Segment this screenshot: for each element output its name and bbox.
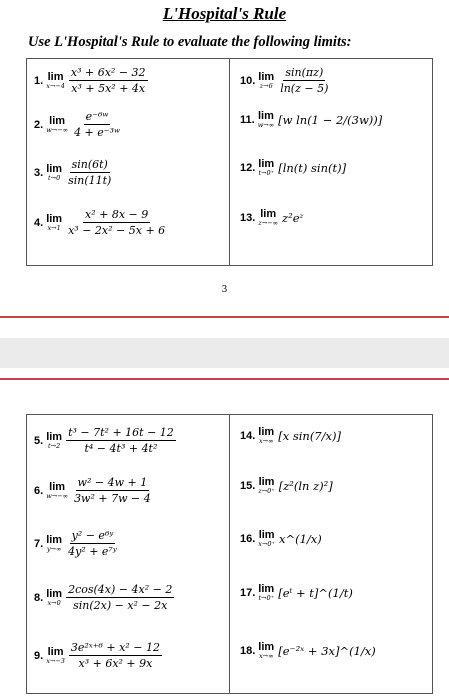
numerator: e⁻⁶ʷ [85,110,109,123]
denominator: 3w² + 7w − 4 [74,492,151,505]
denominator: ln(z − 5) [280,82,329,95]
limit-subscript: z→6 [259,82,273,90]
denominator: 4y² + e⁷ʸ [68,545,117,558]
page-break-line [0,378,449,380]
problem-number: 11. [240,113,255,126]
problem-number: 3. [34,166,44,179]
numerator: w² − 4w + 1 [77,476,148,489]
problem-item [240,426,341,445]
problem-item [34,110,122,139]
limit-word: lim [258,158,275,170]
problem-item [240,66,330,95]
numerator: sin(πz) [285,66,324,79]
problem-number: 15. [240,479,256,492]
limit-subscript: x→−4 [46,82,65,90]
numerator: 2cos(4x) − 4x² − 2 [68,583,173,596]
limit-subscript: x→0 [47,599,61,607]
limit-expression: [w ln(1 − 2/(3w))] [278,112,383,127]
problem-item [34,476,153,505]
fraction [69,66,148,95]
denominator: x³ + 6x² + 9x [78,657,153,670]
denominator: sin(11t) [68,174,112,187]
limit-expression: [ln(t) sin(t)] [278,160,347,175]
limit-word: lim [49,481,66,493]
fraction [72,476,153,505]
limit-expression: [x sin(7/x)] [278,428,341,443]
limit-operator [258,476,274,495]
problem-item [240,641,376,660]
page-break-line [0,316,449,318]
fraction [72,110,122,139]
limit-operator [46,534,62,553]
problem-number: 12. [240,161,256,174]
denominator: t⁴ − 4t³ + 4t² [84,442,158,455]
problem-number: 9. [34,649,44,662]
fraction [66,583,174,612]
limit-word: lim [258,529,275,541]
numerator: y² − e⁶ʸ [71,529,114,542]
limit-operator [258,529,275,548]
problem-number: 7. [34,537,44,550]
problem-number: 13. [240,211,256,224]
problem-item [240,583,353,602]
limit-expression: [e⁻²ˣ + 3x]^(1/x) [278,643,376,658]
box-divider [229,58,230,266]
limit-word: lim [46,534,63,546]
limit-subscript: z→0⁺ [258,487,275,495]
limit-word: lim [46,163,63,175]
limit-subscript: x→∞ [258,652,274,660]
problem-number: 18. [240,644,256,657]
problem-number: 6. [34,484,44,497]
problem-number: 5. [34,434,44,447]
limit-operator [46,588,62,607]
problem-item [34,66,148,95]
limit-word: lim [257,110,274,122]
limit-subscript: t→0 [48,174,61,182]
limit-subscript: y→∞ [46,545,62,553]
problem-item [34,641,162,670]
limit-operator [258,158,274,177]
limit-subscript: w→−∞ [46,126,69,134]
limit-subscript: w→−∞ [46,492,69,500]
problem-number: 14. [240,429,256,442]
limit-word: lim [49,115,66,127]
problem-item [34,426,176,455]
page-gap [0,338,449,368]
box-divider [229,414,230,694]
limit-subscript: t→0⁺ [258,594,275,602]
limit-operator [46,481,68,500]
numerator: x² + 8x − 9 [85,208,149,221]
limit-word: lim [258,583,275,595]
denominator: sin(2x) − x² − 2x [73,599,168,612]
fraction [66,529,119,558]
limit-operator [258,208,278,227]
limit-subscript: x→∞ [258,437,274,445]
limit-expression: [z²(ln z)²] [278,478,333,493]
problem-item [34,158,113,187]
limit-operator [258,71,274,90]
limit-operator [46,431,62,450]
problem-number: 1. [34,74,44,87]
problem-number: 16. [240,532,256,545]
limit-word: lim [258,426,275,438]
limit-subscript: x→1 [47,224,61,232]
limit-word: lim [46,213,63,225]
limit-subscript: z→−∞ [258,219,279,227]
problem-number: 2. [34,118,44,131]
limit-word: lim [258,476,275,488]
page-number: 3 [221,285,228,295]
limit-word: lim [258,71,275,83]
limit-operator [46,115,68,134]
limit-word: lim [46,588,63,600]
limit-expression: z²eᶻ [282,210,304,225]
limit-expression: [eᵗ + t]^(1/t) [278,585,353,600]
limit-subscript: x→0⁺ [258,540,275,548]
numerator: t³ − 7t² + 16t − 12 [68,426,174,439]
fraction [66,426,176,455]
numerator: x³ + 6x² − 32 [70,66,146,79]
limit-operator [46,646,65,665]
problem-item [34,208,167,237]
problem-item [240,529,322,548]
problem-item [34,583,174,612]
limit-word: lim [47,646,64,658]
limit-operator [46,213,62,232]
denominator: x³ + 5x² + 4x [71,82,146,95]
limit-subscript: x→−3 [46,657,65,665]
numerator: sin(6t) [71,158,108,171]
limit-subscript: t→2 [48,442,61,450]
limit-expression: x^(1/x) [278,531,322,546]
limit-operator [258,641,274,660]
denominator: 4 + e⁻³ʷ [74,126,120,139]
limit-operator [258,583,274,602]
problem-item [240,158,346,177]
fraction [278,66,330,95]
problem-item [240,110,382,129]
limit-word: lim [46,431,63,443]
limit-word: lim [47,71,64,83]
limit-word: lim [260,208,277,220]
limit-operator [258,426,274,445]
problem-item [240,476,333,495]
instructions: Use L'Hospital's Rule to evaluate the following limits: [28,34,352,50]
problem-number: 4. [34,216,44,229]
problem-item [240,208,303,227]
limit-operator [46,71,65,90]
problem-number: 17. [240,586,256,599]
denominator: x³ − 2x² − 5x + 6 [68,224,166,237]
fraction [69,641,162,670]
numerator: 3e²ˣ⁺⁶ + x² − 12 [70,641,160,654]
limit-operator [46,163,62,182]
fraction [66,208,167,237]
limit-operator [258,110,274,129]
limit-subscript: t→0⁺ [258,169,275,177]
problem-number: 8. [34,591,44,604]
limit-subscript: w→∞ [257,121,275,129]
problem-number: 10. [240,74,256,87]
limit-word: lim [258,641,275,653]
page-title: L'Hospital's Rule [162,4,287,23]
fraction [66,158,113,187]
problem-item [34,529,119,558]
